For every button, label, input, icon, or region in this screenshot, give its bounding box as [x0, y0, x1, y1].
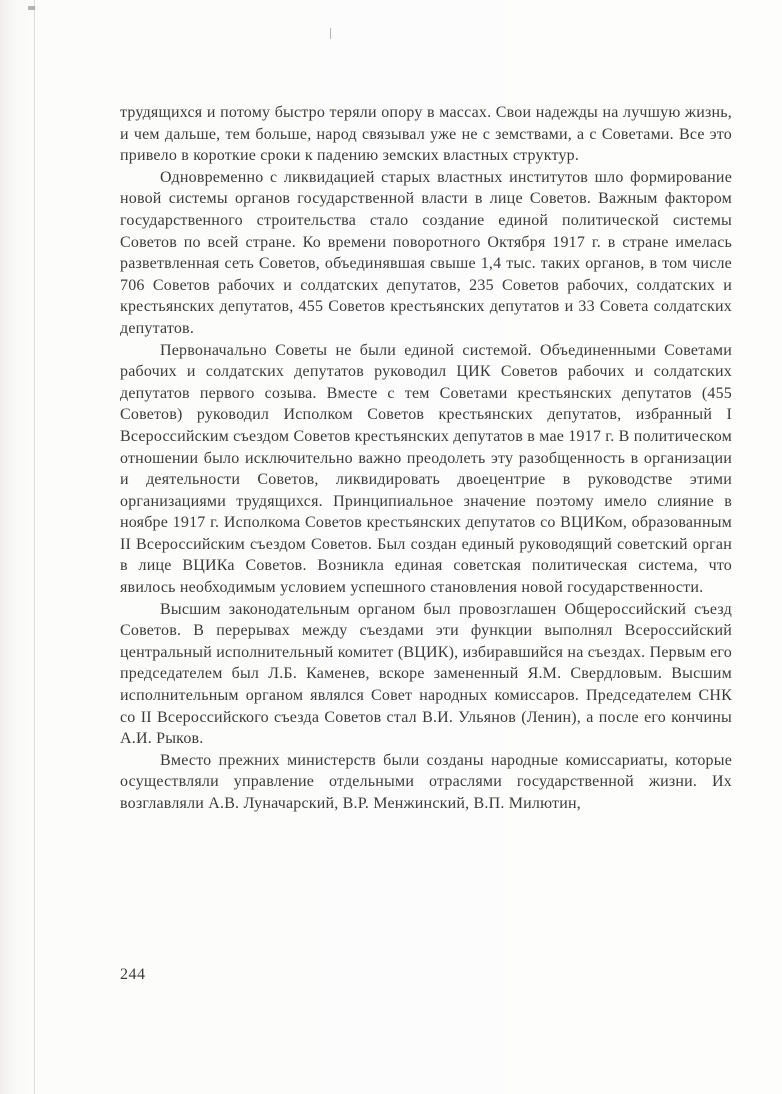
- scan-artifact: [330, 28, 331, 39]
- scan-artifact: [28, 6, 35, 10]
- body-text: [120, 102, 732, 815]
- paragraph: трудящихся и потому быстро теряли опору в массах. Свои надежды на лучшую жизнь, и чем дальше, тем больше, народ связывал уже не с земствами, а с Советами. Все это привело в короткие сроки к падению земских властных структур.: [120, 104, 732, 165]
- paragraph: Высшим законодательным органом был провозглашен Общероссийский съезд Советов. В перерывах между съездами эти функции выполнял Всероссийский центральный исполнительный комитет (ВЦИК), избиравшийся на съездах. Первым его председателем был Л.Б. Каменев, вскоре замененный Я.М. Свердловым. Высшим исполнительным органом являлся Совет народных комиссаров. Председателем СНК со II Всероссийского съезда Советов стал В.И. Ульянов (Ленин), а после его кончины А.И. Рыков.: [120, 600, 732, 748]
- page-number: 244: [120, 966, 146, 983]
- paragraph: Первоначально Советы не были единой системой. Объединенными Советами рабочих и солдатских депутатов руководил ЦИК Советов рабочих и солдатских депутатов первого созыва. Вместе с тем Советами крестьянских депутатов (455 Советов) руководил Исполком Советов крестьянских депутатов, избранный I Всероссийским съездом Советов крестьянских депутатов в мае 1917 г. В политическом отношении было исключительно важно преодолеть эту разобщенность в организации и деятельности Советов, ликвидировать двоецентрие в руководстве этими организациями трудящихся. Принципиальное значение поэтому имело слияние в ноябре 1917 г. Исполкома Советов крестьянских депутатов со ВЦИКом, образованным II Всероссийским съездом Советов. Был создан единый руководящий советский орган в лице ВЦИКа Советов. Возникла единая советская политическая система, что явилось необходимым условием успешного становления новой государственности.: [120, 341, 732, 597]
- paragraph: Одновременно с ликвидацией старых властных институтов шло формирование новой системы органов государственной власти в лице Советов. Важным фактором государственного строительства стало создание единой политической системы Советов по всей стране. Ко времени поворотного Октября 1917 г. в стране имелась разветвленная сеть Советов, объединявшая свыше 1,4 тыс. таких органов, в том числе 706 Советов рабочих и солдатских депутатов, 235 Советов рабочих, солдатских и крестьянских депутатов, 455 Советов крестьянских депутатов и 33 Совета солдатских депутатов.: [120, 168, 732, 337]
- page-edge-artifact: [34, 0, 35, 1094]
- paragraph: Вместо прежних министерств были созданы народные комиссариаты, которые осуществляли управление отдельными отраслями государственной жизни. Их возглавляли А.В. Луначарский, В.Р. Менжинский, В.П. Милютин,: [120, 751, 732, 812]
